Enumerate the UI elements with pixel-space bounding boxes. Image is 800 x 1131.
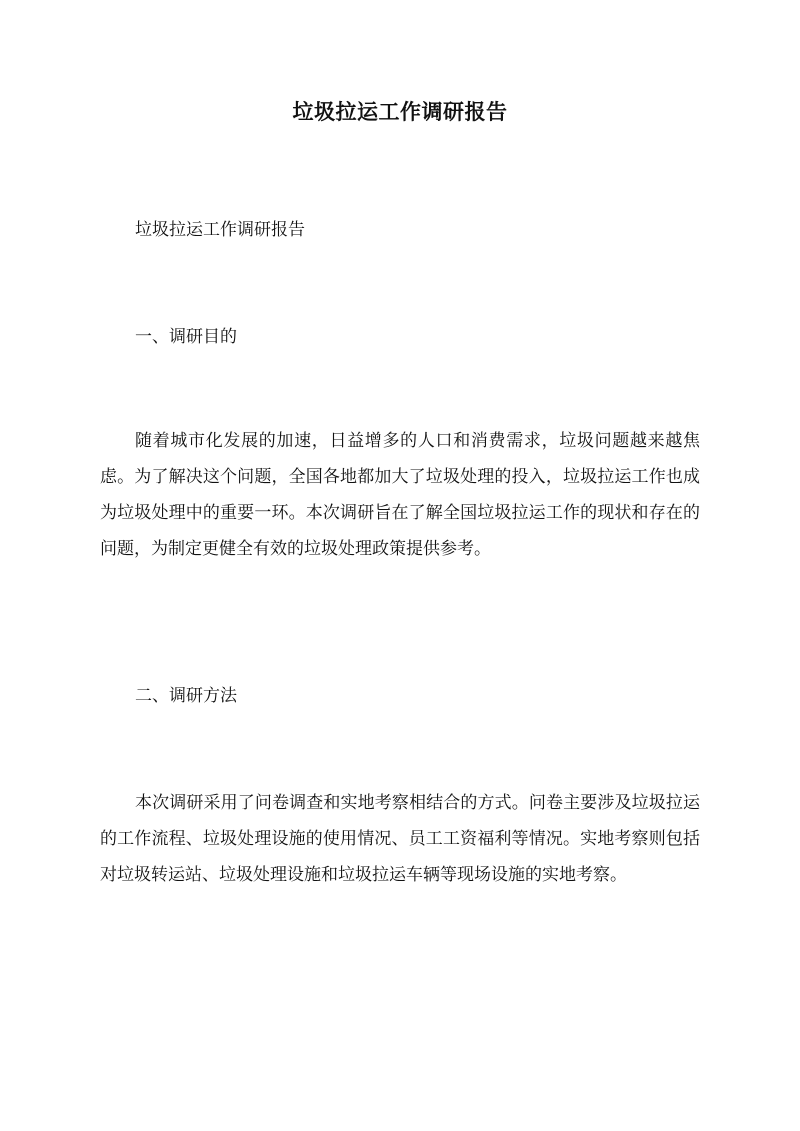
section-heading-purpose: 一、调研目的	[135, 327, 237, 347]
section-heading-method: 二、调研方法	[135, 686, 237, 706]
section-paragraph-method: 本次调研采用了问卷调查和实地考察相结合的方式。问卷主要涉及垃圾拉运的工作流程、垃圾处理设施的使用情况、员工工资福利等情况。实地考察则包括对垃圾转运站、垃圾处理设施和垃圾拉运车辆等现场设施的实地考察。	[100, 793, 700, 885]
document-subtitle: 垃圾拉运工作调研报告	[135, 220, 305, 240]
section-paragraph-purpose: 随着城市化发展的加速，日益增多的人口和消费需求，垃圾问题越来越焦虑。为了解决这个问题，全国各地都加大了垃圾处理的投入，垃圾拉运工作也成为垃圾处理中的重要一环。本次调研旨在了解全国垃圾拉运工作的现状和存在的问题，为制定更健全有效的垃圾处理政策提供参考。	[100, 431, 700, 559]
document-title: 垃圾拉运工作调研报告	[292, 99, 508, 124]
